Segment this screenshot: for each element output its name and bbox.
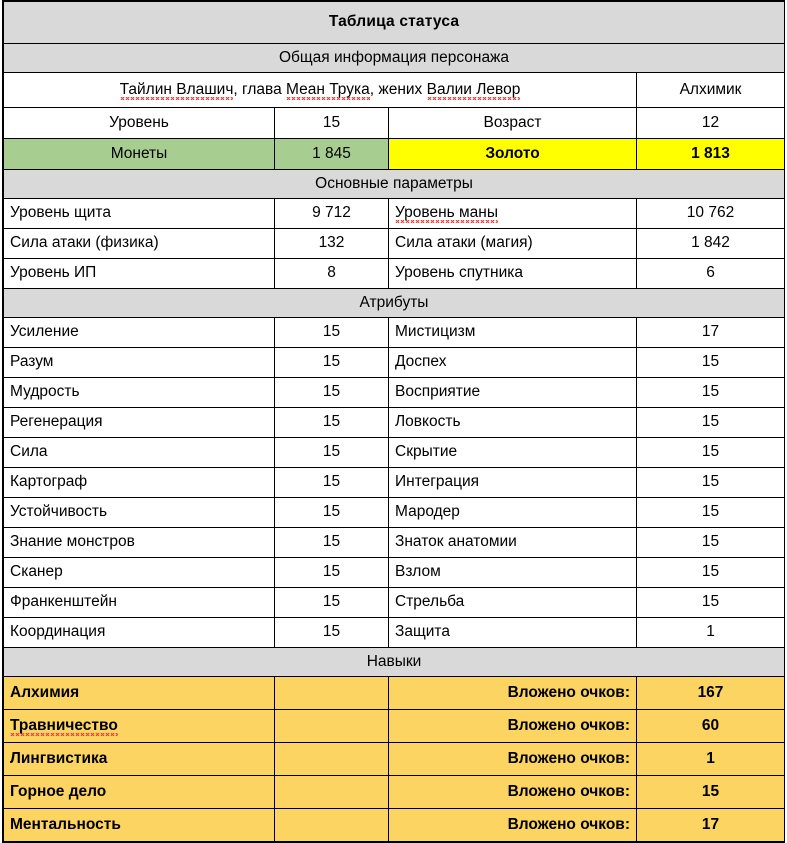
level-label: Уровень [4, 108, 275, 139]
core-param-label-right: Уровень спутника [389, 259, 637, 289]
skill-row [4, 677, 785, 710]
attribute-value-left: 15 [275, 588, 389, 618]
misspelled-text: Валии Левор [426, 80, 521, 98]
section-header-core-label: Основные параметры [4, 170, 785, 199]
core-param-row [4, 199, 785, 229]
character-name [4, 73, 637, 108]
core-param-row [4, 259, 785, 289]
skill-name: Ментальность [4, 809, 275, 842]
attribute-label-right: Мистицизм [389, 318, 637, 348]
attribute-label-right: Взлом [389, 558, 637, 588]
core-param-value-left: 9 712 [275, 199, 389, 229]
name-segment: , жених [369, 80, 427, 98]
level-age-row [4, 108, 785, 139]
core-param-value-left: 8 [275, 259, 389, 289]
attribute-value-left: 15 [275, 408, 389, 438]
skill-spacer-cell [275, 776, 389, 809]
attribute-label-left: Франкенштейн [4, 588, 275, 618]
attribute-label-right: Ловкость [389, 408, 637, 438]
skill-row [4, 776, 785, 809]
skill-name [4, 710, 275, 743]
skill-row [4, 710, 785, 743]
core-param-row [4, 229, 785, 259]
attribute-label-right: Стрельба [389, 588, 637, 618]
attribute-value-left: 15 [275, 318, 389, 348]
section-header-skills-label: Навыки [4, 648, 785, 677]
attribute-label-right: Защита [389, 618, 637, 648]
attribute-value-right: 15 [637, 378, 785, 408]
attribute-label-left: Знание монстров [4, 528, 275, 558]
age-label: Возраст [389, 108, 637, 139]
name-segment: , глава [233, 80, 286, 98]
section-header-general-label: Общая информация персонажа [4, 44, 785, 73]
core-param-value-left: 132 [275, 229, 389, 259]
attribute-label-left: Регенерация [4, 408, 275, 438]
skill-points-label: Вложено очков: [389, 710, 637, 743]
attribute-label-left: Мудрость [4, 378, 275, 408]
attribute-label-left: Координация [4, 618, 275, 648]
misspelled-text: Уровень маны [395, 204, 498, 222]
attribute-label-right: Доспех [389, 348, 637, 378]
attribute-label-left: Усиление [4, 318, 275, 348]
attribute-value-left: 15 [275, 468, 389, 498]
attribute-value-right: 15 [637, 588, 785, 618]
attribute-value-right: 15 [637, 528, 785, 558]
attribute-row [4, 348, 785, 378]
coins-label: Монеты [4, 139, 275, 170]
core-param-value-right: 6 [637, 259, 785, 289]
skill-name: Горное дело [4, 776, 275, 809]
skill-points-label: Вложено очков: [389, 677, 637, 710]
skill-points-label: Вложено очков: [389, 809, 637, 842]
attribute-value-left: 15 [275, 498, 389, 528]
attribute-value-left: 15 [275, 558, 389, 588]
attribute-row [4, 588, 785, 618]
section-header-attributes [4, 289, 785, 318]
attribute-value-right: 15 [637, 438, 785, 468]
core-param-value-right: 10 762 [637, 199, 785, 229]
section-header-skills [4, 648, 785, 677]
coins-value: 1 845 [275, 139, 389, 170]
attribute-label-left: Картограф [4, 468, 275, 498]
character-class: Алхимик [637, 73, 785, 108]
misspelled-text: Травничество [10, 716, 118, 734]
status-table [3, 1, 785, 842]
attribute-row [4, 498, 785, 528]
attribute-value-right: 15 [637, 498, 785, 528]
section-header-general [4, 44, 785, 73]
gold-label: Золото [389, 139, 637, 170]
skill-points-label: Вложено очков: [389, 776, 637, 809]
table-title-row [4, 2, 785, 44]
section-header-attributes-label: Атрибуты [4, 289, 785, 318]
attribute-row [4, 618, 785, 648]
skill-row [4, 809, 785, 842]
skill-points-value: 17 [637, 809, 785, 842]
gold-value: 1 813 [637, 139, 785, 170]
attribute-row [4, 408, 785, 438]
skill-name: Лингвистика [4, 743, 275, 776]
attribute-label-right: Мародер [389, 498, 637, 528]
core-param-label-right: Сила атаки (магия) [389, 229, 637, 259]
attribute-value-right: 15 [637, 408, 785, 438]
attribute-value-left: 15 [275, 528, 389, 558]
skill-spacer-cell [275, 677, 389, 710]
attribute-row [4, 468, 785, 498]
attribute-value-right: 1 [637, 618, 785, 648]
skill-row [4, 743, 785, 776]
attribute-label-right: Скрытие [389, 438, 637, 468]
level-value: 15 [275, 108, 389, 139]
attribute-row [4, 528, 785, 558]
skill-points-value: 60 [637, 710, 785, 743]
core-param-label-left: Уровень ИП [4, 259, 275, 289]
attribute-row [4, 318, 785, 348]
age-value: 12 [637, 108, 785, 139]
status-table-body [4, 2, 785, 842]
attribute-value-right: 17 [637, 318, 785, 348]
page-title: Таблица статуса [4, 2, 785, 44]
attribute-row [4, 558, 785, 588]
attribute-value-left: 15 [275, 378, 389, 408]
status-table-sheet [2, 0, 785, 843]
core-param-label-right [389, 199, 637, 229]
skill-points-value: 167 [637, 677, 785, 710]
skill-spacer-cell [275, 710, 389, 743]
attribute-value-right: 15 [637, 348, 785, 378]
core-param-label-left: Уровень щита [4, 199, 275, 229]
character-name-row [4, 73, 785, 108]
attribute-label-left: Сканер [4, 558, 275, 588]
attribute-value-left: 15 [275, 618, 389, 648]
attribute-value-left: 15 [275, 438, 389, 468]
attribute-value-left: 15 [275, 348, 389, 378]
skill-spacer-cell [275, 809, 389, 842]
attribute-value-right: 15 [637, 468, 785, 498]
attribute-label-right: Интеграция [389, 468, 637, 498]
attribute-label-right: Восприятие [389, 378, 637, 408]
core-param-label-left: Сила атаки (физика) [4, 229, 275, 259]
currency-row [4, 139, 785, 170]
attribute-value-right: 15 [637, 558, 785, 588]
attribute-label-left: Сила [4, 438, 275, 468]
misspelled-text: Тайлин Влашич [119, 80, 234, 98]
attribute-row [4, 438, 785, 468]
attribute-label-left: Разум [4, 348, 275, 378]
skill-name: Алхимия [4, 677, 275, 710]
attribute-label-left: Устойчивость [4, 498, 275, 528]
misspelled-text: Меан Трука [286, 80, 370, 98]
skill-points-value: 15 [637, 776, 785, 809]
core-param-value-right: 1 842 [637, 229, 785, 259]
skill-points-value: 1 [637, 743, 785, 776]
attribute-row [4, 378, 785, 408]
attribute-label-right: Знаток анатомии [389, 528, 637, 558]
section-header-core [4, 170, 785, 199]
skill-spacer-cell [275, 743, 389, 776]
skill-points-label: Вложено очков: [389, 743, 637, 776]
